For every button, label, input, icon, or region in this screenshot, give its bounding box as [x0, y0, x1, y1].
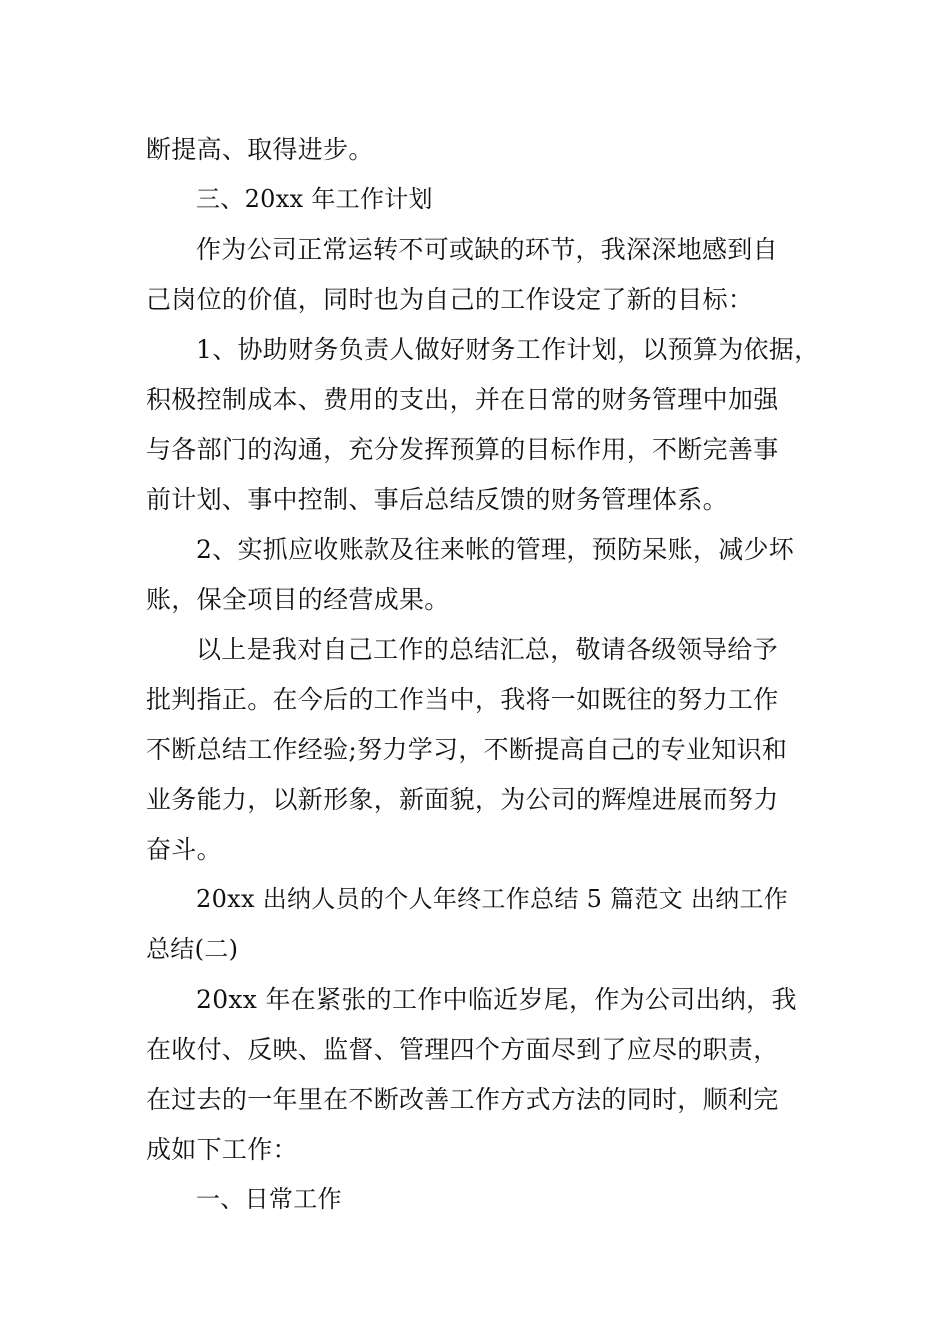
body-text-line: 断提高、取得进步。	[146, 135, 374, 164]
body-text-line: 积极控制成本、费用的支出，并在日常的财务管理中加强	[146, 385, 779, 414]
list-item-1-first-line: 1、协助财务负责人做好财务工作计划，以预算为依据，	[196, 335, 820, 364]
body-text-line: 奋斗。	[146, 835, 222, 864]
body-text-line: 批判指正。在今后的工作当中，我将一如既往的努力工作	[146, 685, 779, 714]
body-text-line: 成如下工作：	[146, 1135, 298, 1164]
body-text-line: 在收付、反映、监督、管理四个方面尽到了应尽的职责，	[146, 1035, 779, 1064]
list-item-2-first-line: 2、实抓应收账款及往来帐的管理，预防呆账，减少坏	[196, 535, 795, 564]
paragraph-first-line: 作为公司正常运转不可或缺的环节，我深深地感到自	[196, 235, 778, 264]
body-text-line: 不断总结工作经验;努力学习，不断提高自己的专业知识和	[146, 735, 788, 764]
article-title-line: 总结(二)	[146, 935, 239, 963]
section-heading-daily-work: 一、日常工作	[196, 1185, 342, 1213]
body-text-line: 业务能力，以新形象，新面貌，为公司的辉煌进展而努力	[146, 785, 779, 814]
article-title-line: 20xx 出纳人员的个人年终工作总结 5 篇范文 出纳工作	[196, 885, 789, 913]
section-heading-work-plan: 三、20xx 年工作计划	[196, 185, 433, 213]
body-text-line: 与各部门的沟通，充分发挥预算的目标作用，不断完善事	[146, 435, 779, 464]
paragraph-first-line: 以上是我对自己工作的总结汇总，敬请各级领导给予	[196, 635, 778, 664]
body-text-line: 账，保全项目的经营成果。	[146, 585, 450, 614]
body-text-line: 前计划、事中控制、事后总结反馈的财务管理体系。	[146, 485, 728, 514]
paragraph-first-line: 20xx 年在紧张的工作中临近岁尾，作为公司出纳，我	[196, 985, 797, 1014]
body-text-line: 己岗位的价值，同时也为自己的工作设定了新的目标：	[146, 285, 754, 314]
body-text-line: 在过去的一年里在不断改善工作方式方法的同时，顺利完	[146, 1085, 779, 1114]
